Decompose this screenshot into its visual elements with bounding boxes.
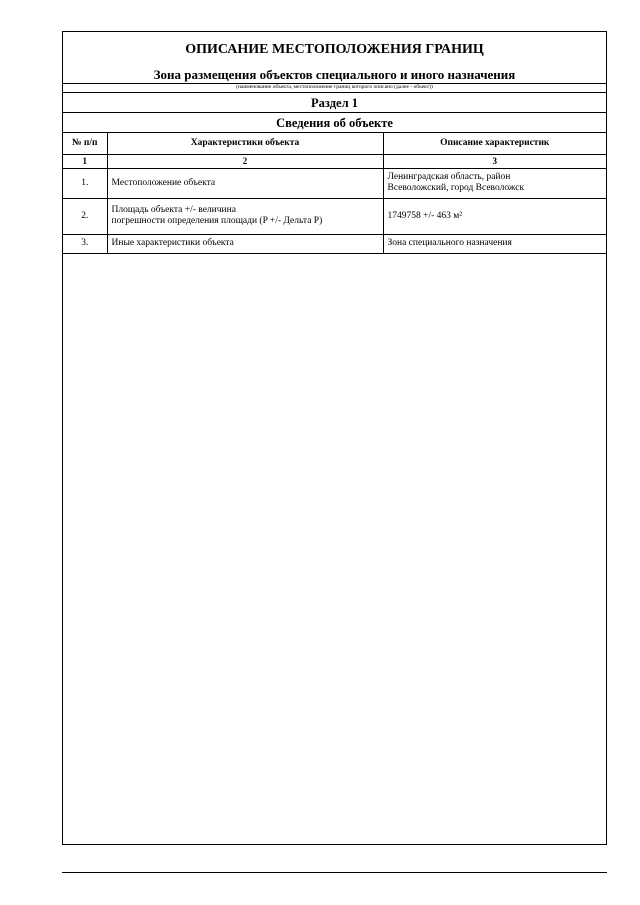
row-description: 1749758 +/- 463 м² [383, 198, 606, 234]
section-title: Сведения об объекте [63, 113, 606, 133]
object-name-text: Зона размещения объектов специального и иного назначения [63, 66, 606, 84]
row-description [383, 168, 606, 198]
column-number: 1 [63, 154, 107, 168]
row-description: Зона специального назначения [383, 234, 606, 253]
object-name-caption: (наименование объекта, местоположение границ которого описано (далее - объект)) [63, 83, 606, 93]
row-characteristic: Местоположение объекта [107, 168, 383, 198]
row-number: 3. [63, 234, 107, 253]
table-row [63, 198, 606, 234]
row-characteristic [107, 198, 383, 234]
table-row [63, 234, 606, 253]
object-info-table [63, 133, 606, 254]
header-number: № п/п [63, 133, 107, 154]
next-page-top-border [62, 872, 607, 873]
description-line: Ленинградская область, район [387, 172, 511, 182]
header-description: Описание характеристик [383, 133, 606, 154]
column-number: 3 [383, 154, 606, 168]
document-title: ОПИСАНИЕ МЕСТОПОЛОЖЕНИЯ ГРАНИЦ [185, 42, 484, 57]
row-number: 1. [63, 168, 107, 198]
header-characteristic: Характеристики объекта [107, 133, 383, 154]
row-characteristic: Иные характеристики объекта [107, 234, 383, 253]
table-row [63, 168, 606, 198]
column-number: 2 [107, 154, 383, 168]
row-number: 2. [63, 198, 107, 234]
description-line: Всеволожский, город Всеволожск [387, 183, 525, 193]
object-name [63, 62, 606, 83]
table-header-row [63, 133, 606, 154]
characteristic-line: погрешности определения площади (P +/- Дельта P) [111, 216, 323, 226]
section-label: Раздел 1 [63, 93, 606, 113]
column-number-row [63, 154, 606, 168]
document-frame [62, 31, 607, 845]
characteristic-line: Площадь объекта +/- величина [111, 205, 236, 215]
